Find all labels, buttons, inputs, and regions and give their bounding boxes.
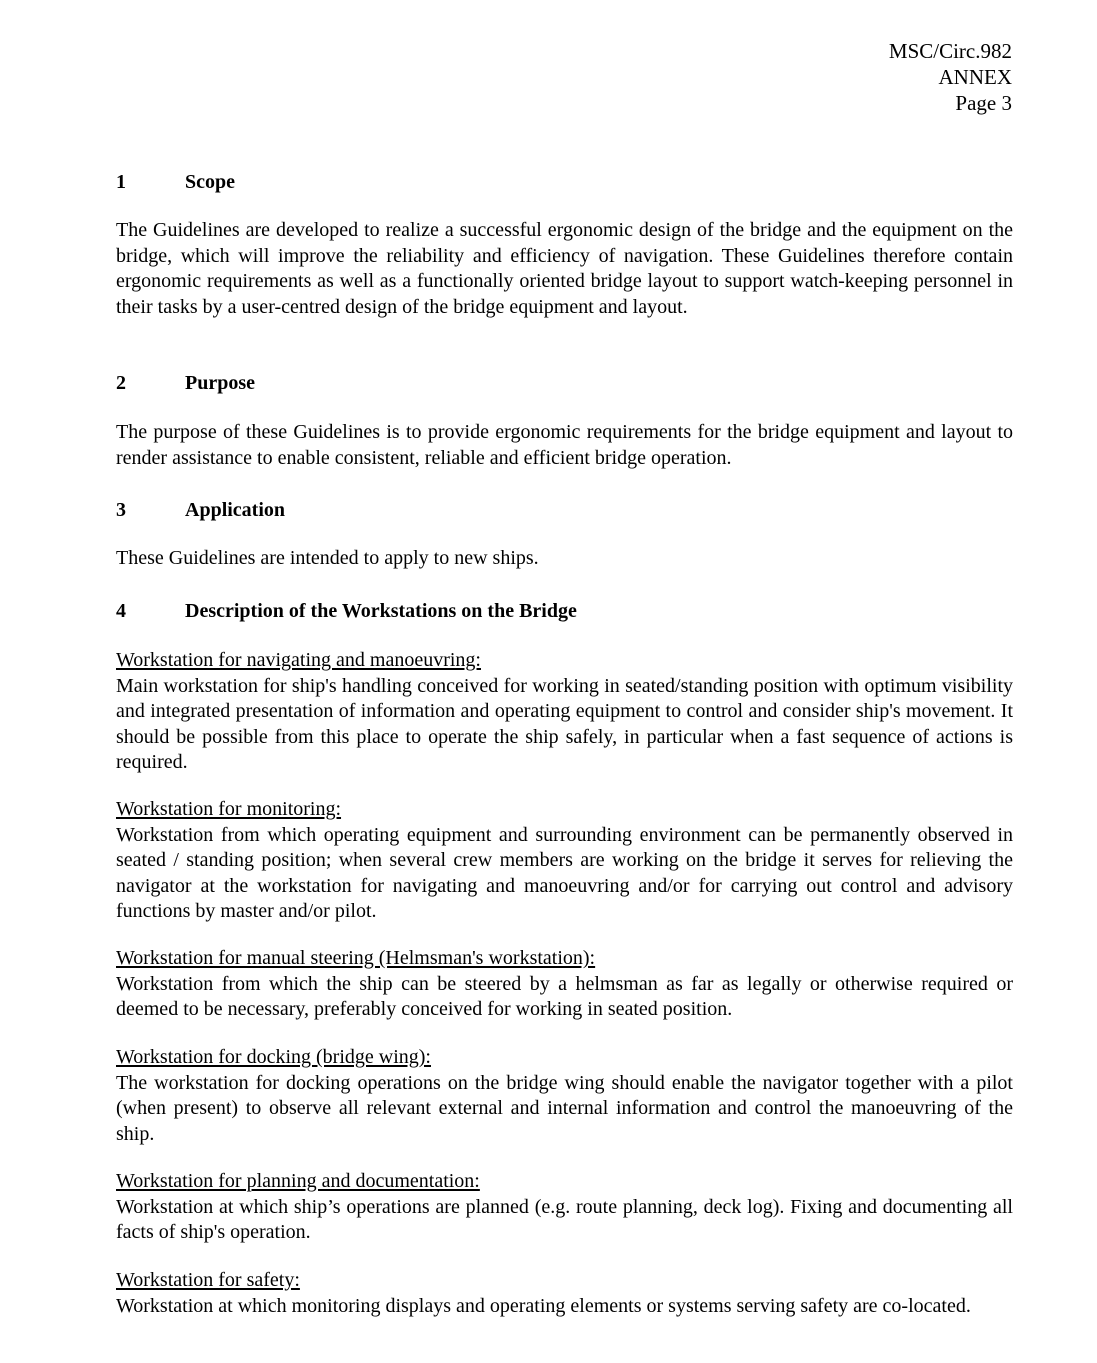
workstation-description: Main workstation for ship's handling conceived for working in seated/standing position with optimum visibility and integrated presentation of information and operating equipment to control and consider ship's movement. It should be possible from this place to operate the ship safely, in particular when a fast sequence of actions is required. xyxy=(116,674,1013,773)
annex-label: ANNEX xyxy=(938,65,1012,89)
section-paragraph-application: These Guidelines are intended to apply to new ships. xyxy=(116,547,539,569)
workstation-description: Workstation from which the ship can be steered by a helmsman as far as legally or otherwise required or deemed to be necessary, preferably conceived for working in seated position. xyxy=(116,972,1013,1020)
section-paragraph-purpose: The purpose of these Guidelines is to provide ergonomic requirements for the bridge equipment and layout to render assistance to enable consistent, reliable and efficient bridge operation. xyxy=(116,421,1013,469)
section-paragraph-scope: The Guidelines are developed to realize a successful ergonomic design of the bridge and the equipment on the bridge, which will improve the reliability and efficiency of navigation. These Guidelines therefore contain ergonomic requirements as well as a functionally oriented bridge layout to support watch-keeping personnel in their tasks by a user-centred design of the bridge equipment and layout. xyxy=(116,219,1013,318)
workstation-title: Workstation for docking (bridge wing): xyxy=(116,1046,431,1068)
section-number: 2 xyxy=(116,372,126,394)
workstation-monitoring xyxy=(116,797,1013,925)
workstation-title: Workstation for safety: xyxy=(116,1269,300,1291)
section-title: Scope xyxy=(185,171,235,193)
workstation-title: Workstation for manual steering (Helmsman's workstation): xyxy=(116,947,596,969)
workstation-description: Workstation at which ship’s operations are planned (e.g. route planning, deck log). Fixing and documenting all facts of ship's operation. xyxy=(116,1195,1013,1243)
section-heading-purpose xyxy=(116,371,1013,397)
section-heading-scope xyxy=(116,170,1013,196)
section-number: 3 xyxy=(116,499,126,521)
workstation-description: The workstation for docking operations on the bridge wing should enable the navigator together with a pilot (when present) to observe all relevant external and internal information and control the manoeuvring of the ship. xyxy=(116,1071,1013,1145)
workstation-title: Workstation for monitoring: xyxy=(116,798,342,820)
section-heading-workstations xyxy=(116,599,1013,625)
page-number: Page 3 xyxy=(955,91,1012,115)
workstation-planning xyxy=(116,1169,1013,1246)
section-title: Description of the Workstations on the Bridge xyxy=(185,600,577,622)
section-number: 1 xyxy=(116,171,126,193)
workstation-description: Workstation at which monitoring displays and operating elements or systems serving safety are co-located. xyxy=(116,1294,971,1317)
workstation-manual-steering xyxy=(116,946,1013,1023)
workstation-title: Workstation for navigating and manoeuvring: xyxy=(116,649,481,671)
workstation-docking xyxy=(116,1045,1013,1147)
workstation-title: Workstation for planning and documentation: xyxy=(116,1170,480,1192)
section-number: 4 xyxy=(116,600,126,622)
section-title: Purpose xyxy=(185,372,255,394)
section-heading-application xyxy=(116,498,1013,524)
circular-reference: MSC/Circ.982 xyxy=(888,39,1012,63)
workstation-description: Workstation from which operating equipment and surrounding environment can be permanently observed in seated / standing position; when several crew members are working on the bridge it serves for relieving the navigator at the workstation for navigating and manoeuvring and/or for carrying out control and advisory functions by master and/or pilot. xyxy=(116,823,1013,922)
section-title: Application xyxy=(185,499,286,521)
workstation-navigating xyxy=(116,648,1013,776)
page-header xyxy=(889,38,1012,116)
workstation-safety xyxy=(116,1268,1013,1319)
